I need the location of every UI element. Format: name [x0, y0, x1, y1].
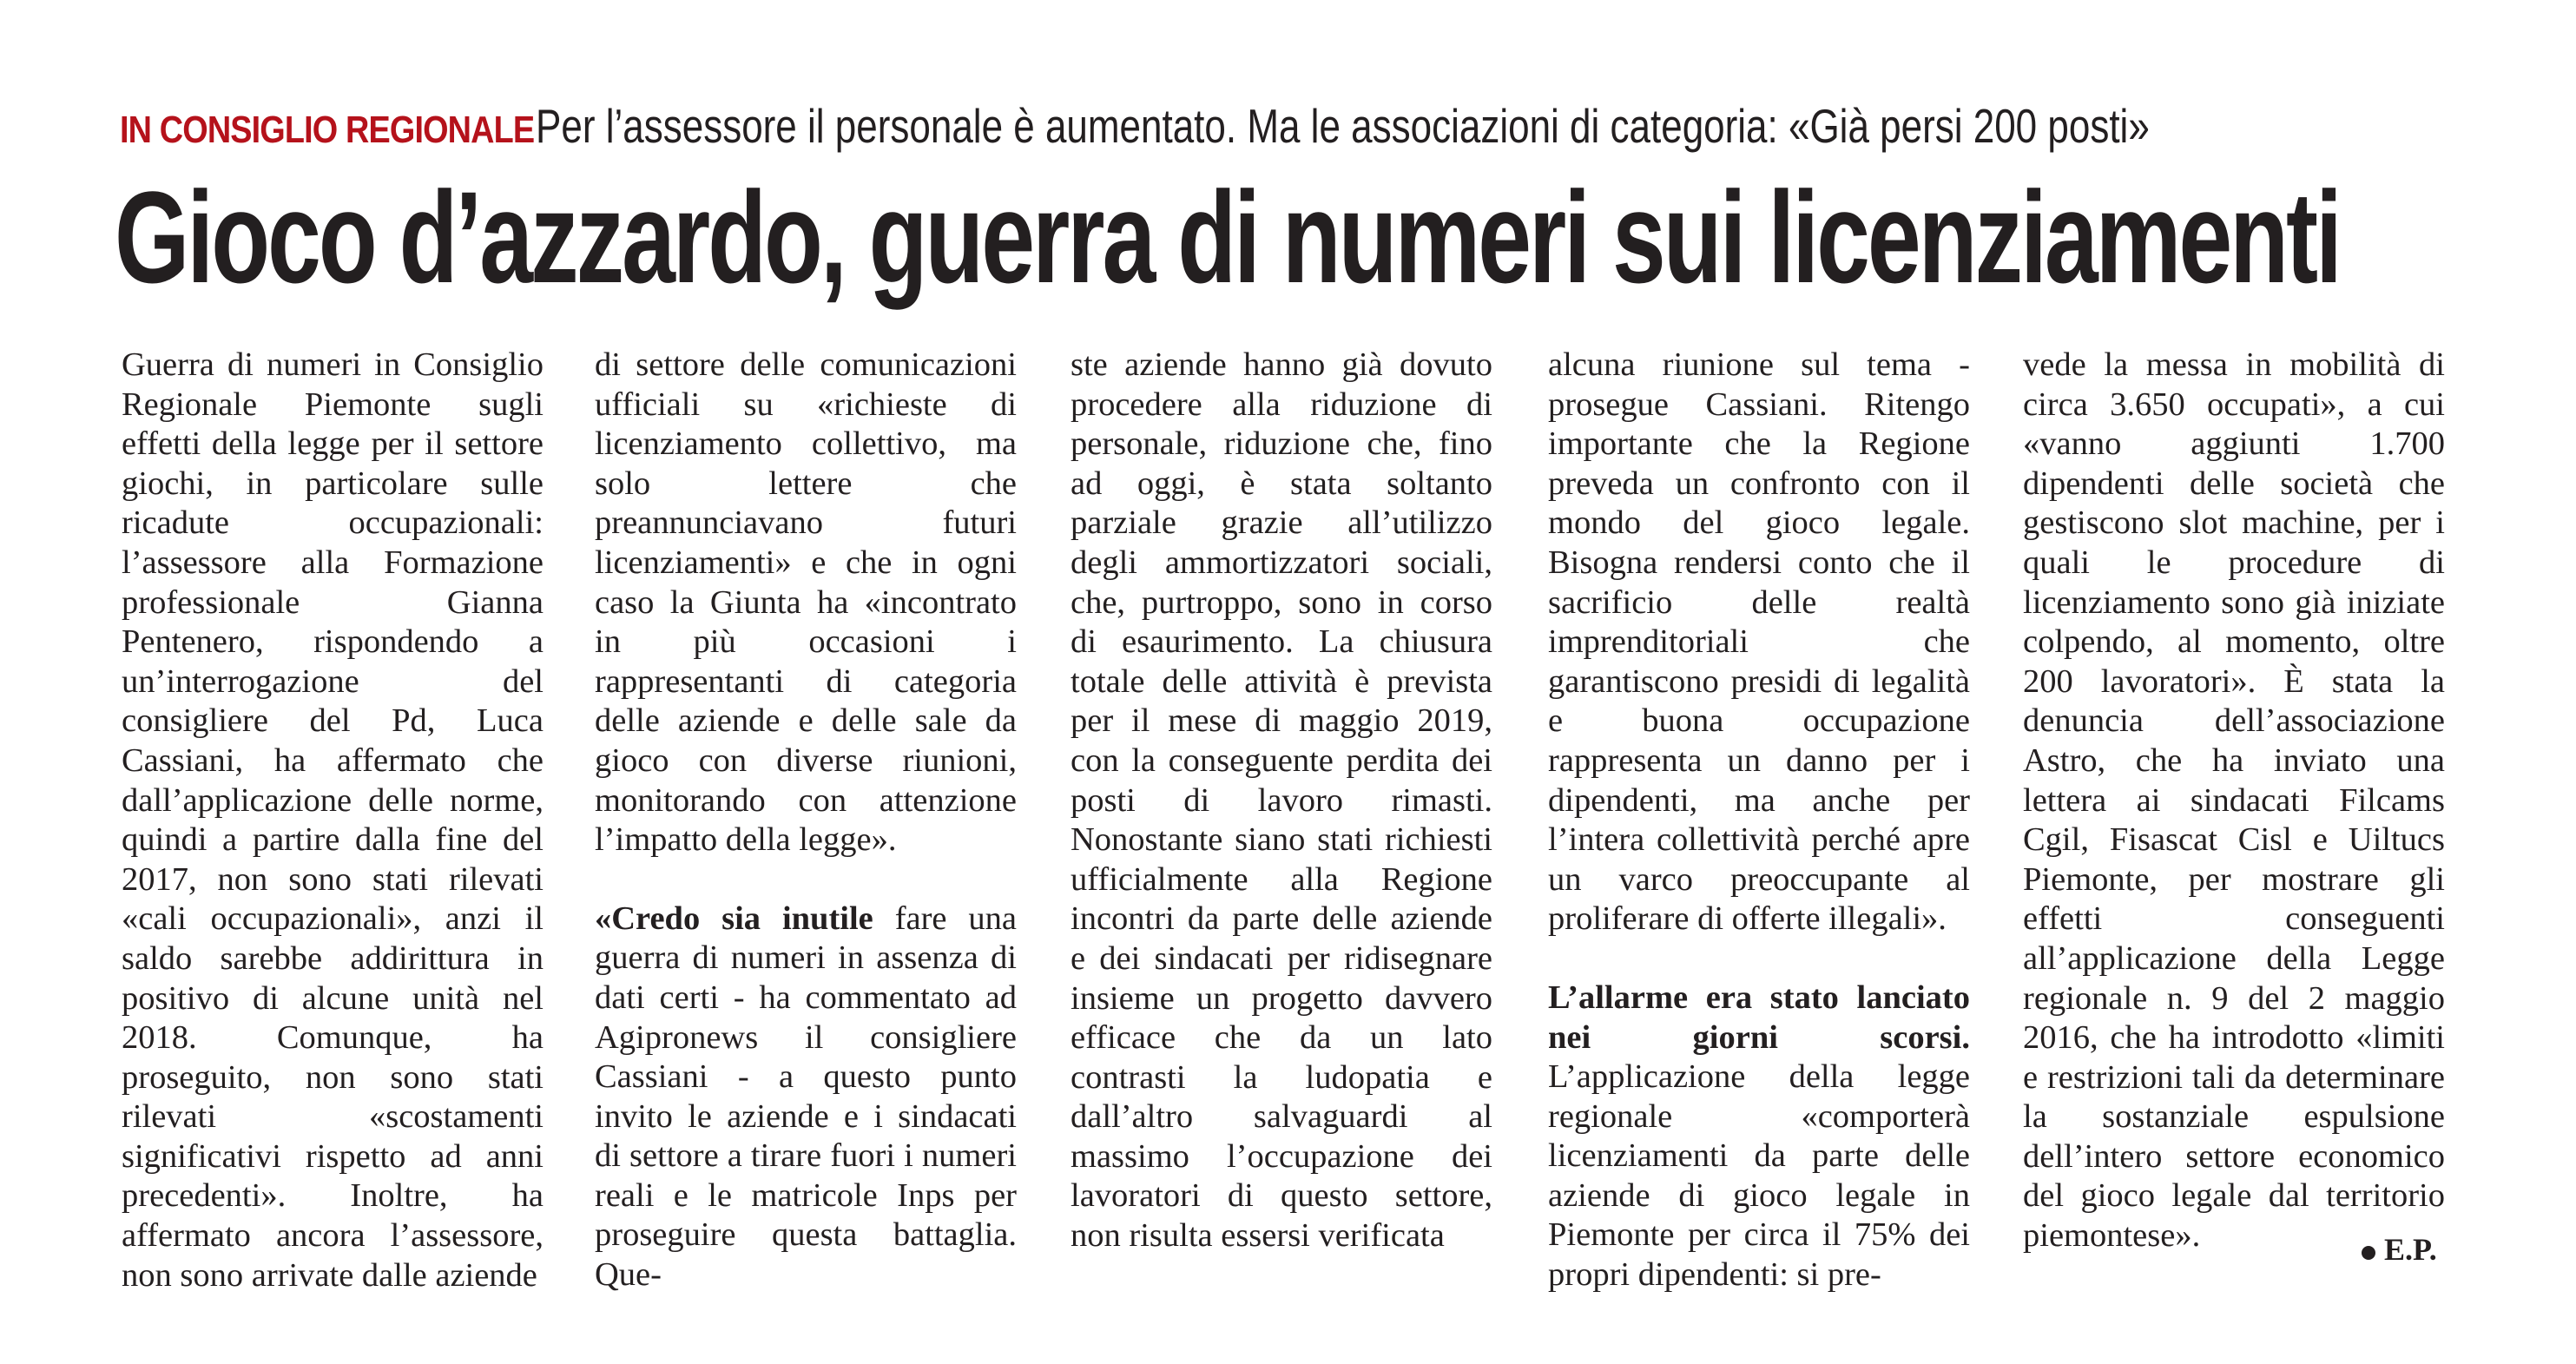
paragraph-text: L’applicazione della legge regionale «comporterà licenziamenti da parte delle aziende di gioco legale in Piemonte per circa il 75% dei propri dipendenti: si pre- [1548, 1058, 1970, 1294]
article-column-1 [122, 346, 544, 1294]
article-column-4 [1548, 346, 1970, 1294]
article-column-5 [2023, 346, 2445, 1283]
paragraph: di settore delle comunicazioni ufficiali su «richieste di licenziamento collettivo, ma solo lettere che preannunciavano futuri licenziamenti» e che in ogni caso la Giunta ha «incontrato in più occasioni i rappresentanti di categoria delle aziende e delle sale da gioco con diverse riunioni, monitorando con attenzione l’impatto della legge». [595, 346, 1017, 859]
paragraph-text: fare una guerra di numeri in assenza di dati certi - ha commentato ad Agipronews il consigliere Cassiani - a questo punto invito le aziende e i sindacati di settore a tirare fuori i numeri reali e le matricole Inps per proseguire questa battaglia. Que- [595, 899, 1018, 1294]
subtitle: Per l’assessore il personale è aumentato. Ma le associazioni di categoria: «Già persi 200 posti» [536, 99, 2151, 153]
paragraph [1548, 979, 1970, 1295]
paragraph: ste aziende hanno già dovuto procedere alla riduzione di personale, riduzione che, fino ad oggi, è stata soltanto parziale grazie all’utilizzo degli ammortizzatori sociali, che, purtroppo, sono in corso di esaurimento. La chiusura totale delle attività è prevista per il mese di maggio 2019, con la conseguente perdita dei posti di lavoro rimasti. Nonostante siano stati richiesti ufficialmente alla Regione incontri da parte delle aziende e dei sindacati per ridisegnare insieme un progetto davvero efficace che da un lato contrasti la ludopatia e dall’altro salvaguardi al massimo l’occupazione dei lavoratori di questo settore, non risulta essersi verificata [1071, 346, 1492, 1255]
section-tag: IN CONSIGLIO REGIONALE [120, 109, 535, 151]
article-column-2 [595, 346, 1018, 1294]
paragraph: vede la messa in mobilità di circa 3.650 occupati», a cui «vanno aggiunti 1.700 dipendenti delle società che gestiscono slot machine, per i quali le procedure di licenziamento sono già iniziate colpendo, al momento, oltre 200 lavoratori». È stata la denuncia dell’associazione Astro, che ha inviato una lettera ai sindacati Filcams Cgil, Fisascat Cisl e Uiltucs Piemonte, per mostrare gli effetti conseguenti all’applicazione della Legge regionale n. 9 del 2 maggio 2016, che ha introdotto «limiti e restrizioni tali da determinare la sostanziale espulsione dell’intero settore economico del gioco legale dal territorio piemontese». [2023, 346, 2445, 1255]
article-column-3 [1071, 346, 1492, 1283]
paragraph-lead: L’allarme era stato lanciato nei giorni scorsi. [1548, 979, 1970, 1056]
paragraph-lead: «Credo sia inutile [595, 899, 873, 937]
paragraph: alcuna riunione sul tema - prosegue Cassiani. Ritengo importante che la Regione preveda un confronto con il mondo del gioco legale. Bisogna rendersi conto che il sacrificio delle realtà imprenditoriali che garantiscono presidi di legalità e buona occupazione rappresenta un danno per i dipendenti, ma anche per l’intera collettività perché apre un varco preoccupante al proliferare di offerte illegali». [1548, 346, 1970, 938]
headline: Gioco d’azzardo, guerra di numeri sui licenziamenti [115, 164, 2340, 310]
bullet-icon [2362, 1246, 2375, 1260]
paragraph [595, 899, 1017, 1295]
author-initials: E.P. [2384, 1232, 2437, 1267]
kicker [120, 99, 2464, 153]
author-signature [2362, 1231, 2437, 1268]
paragraph-gap [1548, 939, 1970, 979]
paragraph-gap [595, 860, 1017, 899]
paragraph: Guerra di numeri in Consiglio Regionale Piemonte sugli effetti della legge per il settore giochi, in particolare sulle ricadute occupazionali: l’assessore alla Formazione professionale Gianna Pentenero, rispondendo a un’interrogazione del consigliere del Pd, Luca Cassiani, ha affermato che dall’applicazione delle norme, quindi a partire dalla fine del 2017, non sono stati rilevati «cali occupazionali», anzi il saldo sarebbe addirittura in positivo di alcune unità nel 2018. Comunque, ha proseguito, non sono stati rilevati «scostamenti significativi rispetto ad anni precedenti». Inoltre, ha affermato ancora l’assessore, non sono arrivate dalle aziende [122, 346, 544, 1294]
